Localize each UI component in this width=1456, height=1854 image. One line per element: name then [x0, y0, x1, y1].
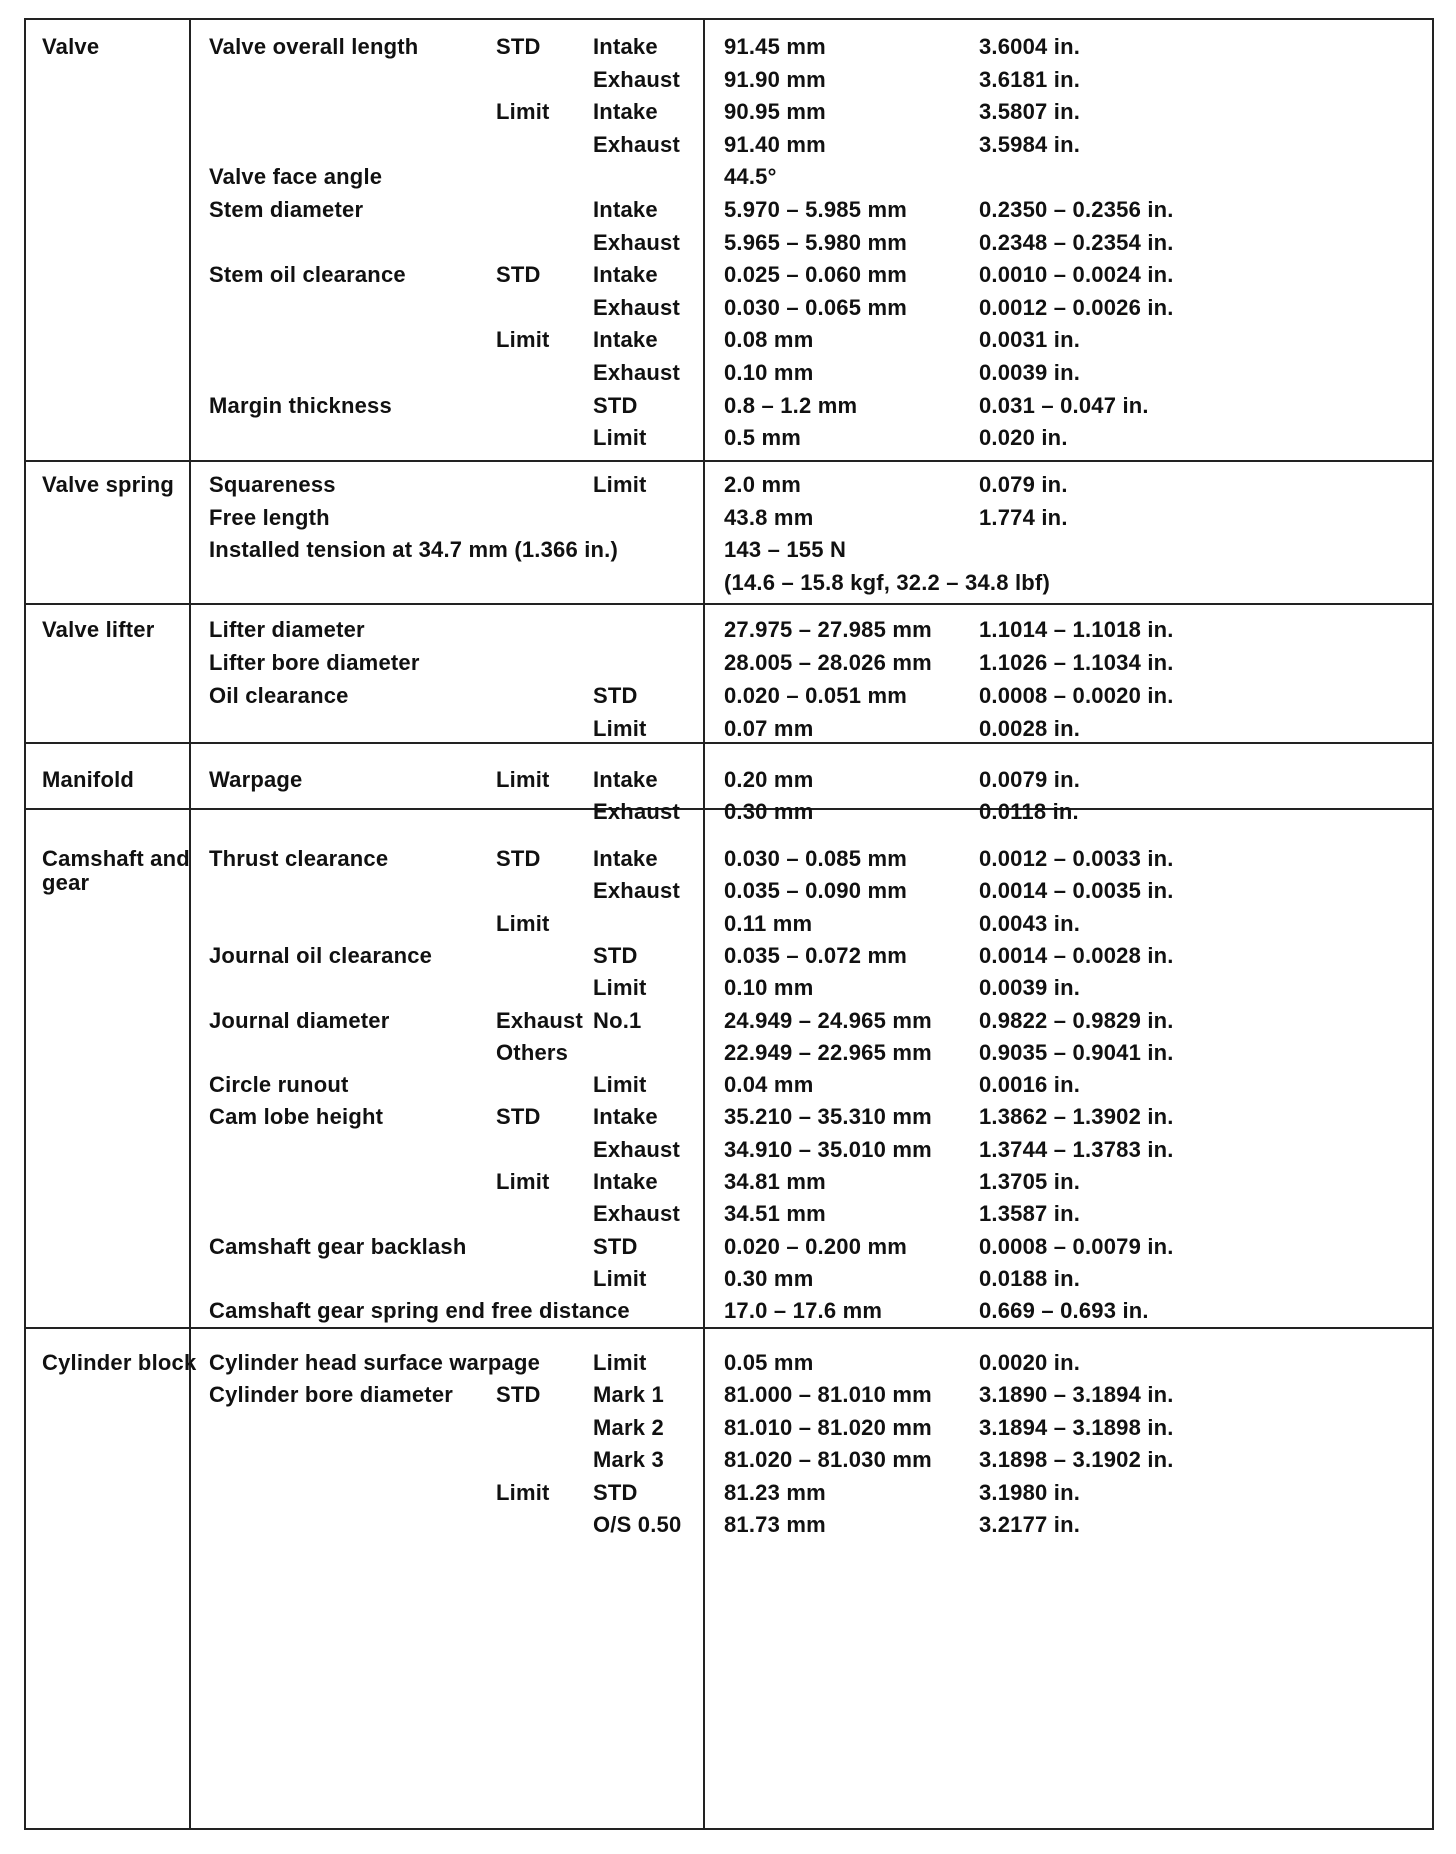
spec-subcondition: Intake [593, 846, 658, 871]
spec-value-imperial: 0.0039 in. [979, 975, 1081, 1000]
section-name: Valve [42, 34, 100, 59]
spec-value-metric: 0.020 – 0.051 mm [724, 683, 908, 708]
spec-item: Circle runout [209, 1072, 349, 1097]
spec-value-imperial: 1.774 in. [979, 505, 1068, 530]
spec-value-metric: 0.20 mm [724, 767, 814, 792]
spec-value-metric: 2.0 mm [724, 472, 802, 497]
spec-value-metric: 5.965 – 5.980 mm [724, 230, 908, 255]
spec-value-imperial: 0.0020 in. [979, 1350, 1081, 1375]
spec-value-imperial: 0.9822 – 0.9829 in. [979, 1008, 1174, 1033]
spec-condition: STD [496, 1382, 541, 1407]
spec-value-metric: 34.81 mm [724, 1169, 826, 1194]
spec-subcondition: Exhaust [593, 878, 680, 903]
spec-item: Margin thickness [209, 393, 392, 418]
spec-value-imperial: 3.1894 – 3.1898 in. [979, 1415, 1174, 1440]
spec-item: Stem oil clearance [209, 262, 406, 287]
spec-value-metric: 81.010 – 81.020 mm [724, 1415, 932, 1440]
spec-value-imperial: 0.079 in. [979, 472, 1068, 497]
spec-value-imperial: 0.0039 in. [979, 360, 1081, 385]
spec-item: Lifter bore diameter [209, 650, 420, 675]
spec-subcondition: Intake [593, 262, 658, 287]
spec-item: Free length [209, 505, 330, 530]
spec-value-imperial: 0.020 in. [979, 425, 1068, 450]
spec-value-metric: 90.95 mm [724, 99, 826, 124]
spec-value-metric: 0.04 mm [724, 1072, 814, 1097]
spec-value-metric: 0.05 mm [724, 1350, 814, 1375]
section-name: Cylinder block [42, 1350, 197, 1375]
spec-value-imperial: 0.0008 – 0.0079 in. [979, 1234, 1174, 1259]
spec-item: Camshaft gear spring end free distance [209, 1298, 630, 1323]
spec-condition: Exhaust [496, 1008, 583, 1033]
spec-subcondition: Intake [593, 1104, 658, 1129]
spec-subcondition: Exhaust [593, 1201, 680, 1226]
spec-item: Cylinder head surface warpage [209, 1350, 541, 1375]
spec-condition: Limit [496, 1169, 550, 1194]
spec-value-metric: 81.020 – 81.030 mm [724, 1447, 932, 1472]
spec-value-imperial: 0.0012 – 0.0026 in. [979, 295, 1174, 320]
spec-value-imperial: 3.1980 in. [979, 1480, 1081, 1505]
spec-subcondition: O/S 0.50 [593, 1512, 682, 1537]
spec-value-imperial: 0.0028 in. [979, 716, 1081, 741]
spec-subcondition: Intake [593, 197, 658, 222]
spec-subcondition: Limit [593, 472, 647, 497]
spec-value-imperial: 0.669 – 0.693 in. [979, 1298, 1149, 1323]
spec-value-metric: 0.8 – 1.2 mm [724, 393, 858, 418]
spec-subcondition: Intake [593, 1169, 658, 1194]
spec-condition: Limit [496, 99, 550, 124]
spec-value-imperial: 1.1014 – 1.1018 in. [979, 617, 1174, 642]
spec-subcondition: Limit [593, 975, 647, 1000]
spec-item: Cylinder bore diameter [209, 1382, 454, 1407]
spec-value-metric: 0.08 mm [724, 327, 814, 352]
spec-subcondition: Mark 2 [593, 1415, 664, 1440]
spec-value-imperial: 3.1898 – 3.1902 in. [979, 1447, 1174, 1472]
spec-value-imperial: 0.0010 – 0.0024 in. [979, 262, 1174, 287]
spec-value-imperial: 1.3705 in. [979, 1169, 1081, 1194]
spec-subcondition: Limit [593, 1266, 647, 1291]
spec-condition: STD [496, 34, 541, 59]
spec-value-metric: 0.025 – 0.060 mm [724, 262, 908, 287]
spec-item: Valve face angle [209, 164, 383, 189]
spec-item: Squareness [209, 472, 336, 497]
spec-value-metric: (14.6 – 15.8 kgf, 32.2 – 34.8 lbf) [724, 570, 1050, 595]
column-divider [189, 20, 191, 1828]
spec-value-metric: 0.035 – 0.072 mm [724, 943, 908, 968]
spec-subcondition: Mark 3 [593, 1447, 664, 1472]
spec-subcondition: Limit [593, 716, 647, 741]
spec-value-metric: 91.90 mm [724, 67, 826, 92]
spec-subcondition: STD [593, 393, 638, 418]
spec-value-imperial: 3.1890 – 3.1894 in. [979, 1382, 1174, 1407]
spec-item: Valve overall length [209, 34, 419, 59]
spec-item: Journal oil clearance [209, 943, 433, 968]
spec-value-imperial: 0.0188 in. [979, 1266, 1081, 1291]
spec-subcondition: STD [593, 683, 638, 708]
spec-value-imperial: 1.3744 – 1.3783 in. [979, 1137, 1174, 1162]
spec-value-metric: 34.910 – 35.010 mm [724, 1137, 932, 1162]
spec-condition: STD [496, 846, 541, 871]
spec-value-metric: 17.0 – 17.6 mm [724, 1298, 883, 1323]
spec-value-metric: 0.30 mm [724, 1266, 814, 1291]
spec-condition: Others [496, 1040, 569, 1065]
spec-subcondition: Exhaust [593, 230, 680, 255]
spec-value-metric: 0.11 mm [724, 911, 813, 936]
spec-value-imperial: 0.0008 – 0.0020 in. [979, 683, 1174, 708]
spec-item: Cam lobe height [209, 1104, 384, 1129]
section-name: Manifold [42, 767, 135, 792]
spec-subcondition: STD [593, 1480, 638, 1505]
spec-value-metric: 81.73 mm [724, 1512, 826, 1537]
spec-condition: STD [496, 1104, 541, 1129]
spec-value-imperial: 0.0014 – 0.0035 in. [979, 878, 1174, 903]
spec-item: Lifter diameter [209, 617, 365, 642]
spec-item: Installed tension at 34.7 mm (1.366 in.) [209, 537, 619, 562]
spec-value-metric: 0.030 – 0.085 mm [724, 846, 908, 871]
spec-value-metric: 35.210 – 35.310 mm [724, 1104, 932, 1129]
spec-value-metric: 34.51 mm [724, 1201, 826, 1226]
spec-value-imperial: 3.6181 in. [979, 67, 1081, 92]
spec-value-metric: 0.10 mm [724, 975, 814, 1000]
spec-subcondition: Intake [593, 34, 658, 59]
section-divider [26, 603, 1432, 605]
spec-value-imperial: 0.0016 in. [979, 1072, 1081, 1097]
spec-item: Journal diameter [209, 1008, 390, 1033]
spec-value-imperial: 0.9035 – 0.9041 in. [979, 1040, 1174, 1065]
spec-value-imperial: 3.6004 in. [979, 34, 1081, 59]
spec-value-imperial: 3.5807 in. [979, 99, 1081, 124]
spec-subcondition: Mark 1 [593, 1382, 664, 1407]
spec-value-imperial: 3.2177 in. [979, 1512, 1081, 1537]
spec-subcondition: Exhaust [593, 799, 680, 824]
spec-subcondition: Intake [593, 767, 658, 792]
spec-value-metric: 43.8 mm [724, 505, 814, 530]
spec-table [24, 18, 1434, 1830]
spec-value-metric: 0.5 mm [724, 425, 802, 450]
spec-value-metric: 44.5° [724, 164, 777, 189]
spec-subcondition: STD [593, 1234, 638, 1259]
spec-subcondition: Limit [593, 1350, 647, 1375]
spec-value-metric: 0.10 mm [724, 360, 814, 385]
spec-item: Oil clearance [209, 683, 349, 708]
spec-subcondition: Exhaust [593, 295, 680, 320]
spec-value-metric: 143 – 155 N [724, 537, 847, 562]
spec-value-imperial: 0.0014 – 0.0028 in. [979, 943, 1174, 968]
spec-value-imperial: 1.1026 – 1.1034 in. [979, 650, 1174, 675]
spec-item: Camshaft gear backlash [209, 1234, 467, 1259]
spec-item: Stem diameter [209, 197, 364, 222]
spec-value-metric: 81.23 mm [724, 1480, 826, 1505]
spec-value-imperial: 0.0012 – 0.0033 in. [979, 846, 1174, 871]
spec-value-metric: 27.975 – 27.985 mm [724, 617, 932, 642]
spec-value-imperial: 1.3587 in. [979, 1201, 1081, 1226]
column-divider [703, 20, 705, 1828]
spec-subcondition: Exhaust [593, 67, 680, 92]
spec-value-metric: 0.035 – 0.090 mm [724, 878, 908, 903]
spec-condition: Limit [496, 911, 550, 936]
spec-condition: STD [496, 262, 541, 287]
spec-value-metric: 91.45 mm [724, 34, 826, 59]
spec-subcondition: Exhaust [593, 1137, 680, 1162]
spec-value-metric: 0.07 mm [724, 716, 814, 741]
section-divider [26, 1327, 1432, 1329]
spec-item: Warpage [209, 767, 303, 792]
spec-value-metric: 28.005 – 28.026 mm [724, 650, 932, 675]
spec-value-metric: 24.949 – 24.965 mm [724, 1008, 932, 1033]
spec-value-imperial: 0.0043 in. [979, 911, 1081, 936]
spec-subcondition: Exhaust [593, 132, 680, 157]
spec-value-metric: 0.30 mm [724, 799, 814, 824]
spec-subcondition: STD [593, 943, 638, 968]
spec-subcondition: Limit [593, 425, 647, 450]
spec-subcondition: Intake [593, 99, 658, 124]
section-divider [26, 742, 1432, 744]
spec-value-metric: 81.000 – 81.010 mm [724, 1382, 932, 1407]
spec-value-metric: 22.949 – 22.965 mm [724, 1040, 932, 1065]
spec-value-metric: 0.030 – 0.065 mm [724, 295, 908, 320]
spec-value-metric: 0.020 – 0.200 mm [724, 1234, 908, 1259]
spec-condition: Limit [496, 1480, 550, 1505]
spec-subcondition: No.1 [593, 1008, 642, 1033]
spec-value-imperial: 0.2350 – 0.2356 in. [979, 197, 1174, 222]
spec-value-imperial: 1.3862 – 1.3902 in. [979, 1104, 1174, 1129]
spec-value-imperial: 0.0118 in. [979, 799, 1079, 824]
spec-item: Thrust clearance [209, 846, 389, 871]
spec-value-metric: 91.40 mm [724, 132, 826, 157]
spec-subcondition: Exhaust [593, 360, 680, 385]
spec-condition: Limit [496, 327, 550, 352]
section-name-line2: gear [42, 870, 90, 895]
section-name: Valve lifter [42, 617, 155, 642]
spec-condition: Limit [496, 767, 550, 792]
section-name: Camshaft and [42, 846, 190, 871]
spec-value-imperial: 0.2348 – 0.2354 in. [979, 230, 1174, 255]
spec-subcondition: Limit [593, 1072, 647, 1097]
spec-value-metric: 5.970 – 5.985 mm [724, 197, 908, 222]
spec-value-imperial: 0.0031 in. [979, 327, 1081, 352]
section-divider [26, 460, 1432, 462]
spec-value-imperial: 0.0079 in. [979, 767, 1081, 792]
spec-value-imperial: 0.031 – 0.047 in. [979, 393, 1149, 418]
section-name: Valve spring [42, 472, 175, 497]
spec-value-imperial: 3.5984 in. [979, 132, 1081, 157]
spec-subcondition: Intake [593, 327, 658, 352]
